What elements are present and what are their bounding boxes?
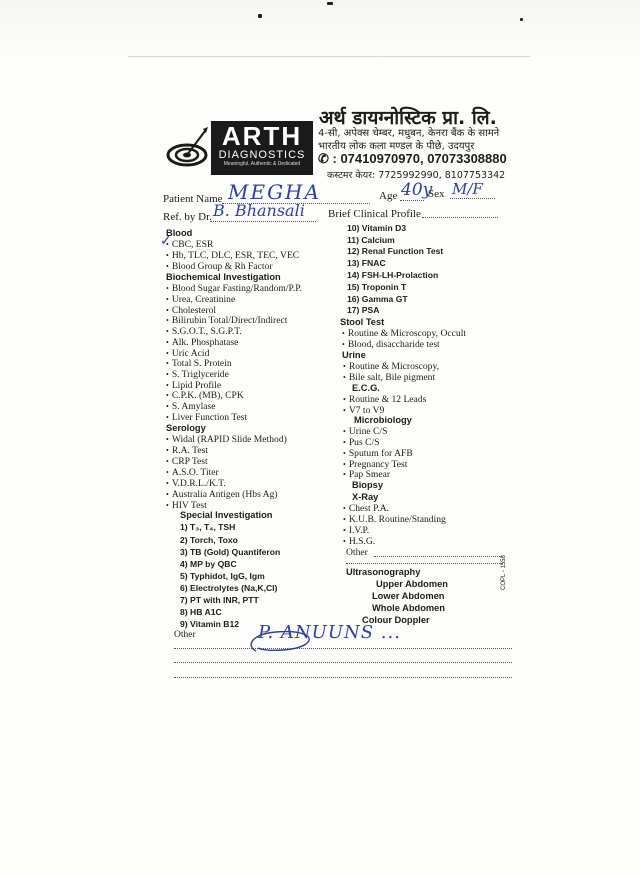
test-item[interactable]: • HIV Test (166, 500, 207, 511)
phone-numbers: ✆ : 07410970970, 07073308880 (318, 151, 507, 166)
test-item[interactable]: • R.A. Test (166, 445, 208, 456)
test-item[interactable]: Whole Abdomen (372, 603, 445, 613)
test-item[interactable]: • Liver Function Test (166, 412, 247, 423)
special-investigation-heading: Special Investigation (180, 510, 273, 520)
test-item[interactable]: • Bilirubin Total/Direct/Indirect (166, 315, 287, 326)
test-item[interactable]: • V7 to V9 (343, 405, 384, 416)
test-item[interactable]: 17) PSA (347, 305, 380, 315)
patient-name-value[interactable]: MEGHA (228, 180, 321, 204)
test-item[interactable]: 4) MP by QBC (180, 559, 237, 569)
test-item[interactable]: • Blood, disaccharide test (342, 339, 440, 350)
ref-label: Ref. by Dr. (163, 211, 212, 223)
test-item[interactable]: • Urea, Creatinine (166, 294, 235, 305)
test-item[interactable]: • S.G.O.T., S.G.P.T. (166, 326, 242, 337)
blood-heading: Blood (166, 228, 193, 238)
target-logo-icon (165, 125, 209, 169)
age-value[interactable]: 40y (401, 180, 433, 200)
test-item[interactable]: 1) T₃, T₄, TSH (180, 522, 236, 532)
other-rule-3 (174, 677, 512, 678)
check-mark-icon: ✓ (160, 234, 172, 249)
age-rule (400, 200, 424, 201)
sex-value[interactable]: M/F (452, 180, 483, 198)
logo-box (211, 121, 313, 175)
test-item[interactable]: • CBC, ESR (166, 239, 213, 250)
test-item[interactable]: 6) Electrolytes (Na,K,Cl) (180, 583, 278, 593)
serology-heading: Serology (166, 423, 206, 433)
test-item[interactable]: • Alk. Phosphatase (166, 337, 238, 348)
test-item[interactable]: • Routine & 12 Leads (343, 394, 426, 405)
test-item[interactable]: • Widal (RAPID Slide Method) (166, 434, 287, 445)
microbiology-heading: Microbiology (354, 415, 412, 425)
other-label-right: Other (346, 547, 368, 558)
ref-rule (210, 221, 316, 222)
test-item[interactable]: • Cholesterol (166, 305, 216, 316)
test-item[interactable]: 11) Calcium (347, 235, 395, 245)
scan-speck (520, 18, 523, 21)
age-label: Age (379, 190, 398, 202)
test-item[interactable]: • Total S. Protein (166, 358, 232, 369)
test-item[interactable]: 2) Torch, Toxo (180, 535, 238, 545)
test-item[interactable]: 13) FNAC (347, 258, 386, 268)
test-item[interactable]: Colour Doppler (362, 615, 430, 625)
other-rule-right (374, 556, 502, 557)
xray-heading: X-Ray (352, 492, 379, 502)
biochemical-heading: Biochemical Investigation (166, 272, 281, 282)
handwriting-loop (246, 626, 326, 656)
test-item[interactable]: 5) Typhidot, IgG, Igm (180, 571, 265, 581)
other-rule-2 (174, 662, 512, 663)
logo-word: ARTH (221, 121, 303, 151)
test-item[interactable]: • I.V.P. (343, 525, 369, 536)
test-item[interactable]: • Uric Acid (166, 348, 209, 359)
test-item[interactable]: 3) TB (Gold) Quantiferon (180, 547, 281, 557)
test-item[interactable]: Upper Abdomen (376, 579, 448, 589)
test-item[interactable]: • Australia Antigen (Hbs Ag) (166, 489, 278, 500)
test-item[interactable]: 9) Vitamin B12 (180, 619, 240, 629)
test-item[interactable]: • A.S.O. Titer (166, 467, 219, 478)
customer-care: कस्टमर केयर: 7725992990, 8107753342 (327, 170, 506, 181)
ref-value[interactable]: B. Bhansali (213, 201, 305, 220)
test-item[interactable]: 10) Vitamin D3 (347, 223, 407, 233)
scan-speck (327, 2, 333, 5)
address-line-2: भारतीय लोक कला मण्डल के पीछे, उदयपुर (318, 141, 475, 152)
logo-tagline: Meaningful, Authentic & Dedicated (223, 161, 301, 167)
test-item[interactable]: • Blood Group & Rh Factor (166, 261, 273, 272)
paper-edge (128, 56, 530, 57)
test-item[interactable]: • Pap Smear (343, 469, 390, 480)
test-item[interactable]: 8) HB A1C (180, 607, 222, 617)
form-code: COPL - 1558 (501, 555, 507, 590)
patient-name-label: Patient Name (163, 193, 223, 205)
test-item[interactable]: Lower Abdomen (372, 591, 445, 601)
other-rule-right-2 (346, 563, 502, 564)
test-item[interactable]: 16) Gamma GT (347, 294, 408, 304)
test-item[interactable]: 7) PT with INR, PTT (180, 595, 259, 605)
test-item[interactable]: • Urine C/S (343, 426, 387, 437)
sex-rule (450, 198, 495, 199)
company-name-hindi: अर्थ डायग्नोस्टिक प्रा. लि. (319, 107, 497, 129)
test-item[interactable]: • S. Triglyceride (166, 369, 229, 380)
ecg-heading: E.C.G. (352, 383, 380, 393)
address-line-1: 4-सी, अपेक्स चेम्बर, मधुबन, केनरा बैंक के सामने (318, 128, 500, 139)
other-rule-1 (174, 648, 512, 649)
scan-speck (258, 14, 262, 18)
test-item[interactable]: • Pus C/S (343, 437, 379, 448)
test-item[interactable]: • Sputum for AFB (343, 448, 413, 459)
test-item[interactable]: • Chest P.A. (343, 503, 389, 514)
ultrasonography-heading: Ultrasonography (346, 567, 421, 577)
sex-label: Sex (428, 188, 445, 200)
test-item[interactable]: • Routine & Microscopy, (343, 361, 439, 372)
test-item[interactable]: • K.U.B. Routine/Standing (343, 514, 446, 525)
other-label-bottom: Other (174, 630, 196, 640)
test-item[interactable]: • C.P.K. (MB), CPK (166, 390, 244, 401)
stool-heading: Stool Test (340, 317, 385, 327)
other-handwritten-value[interactable]: P. ANUUNS ... (258, 622, 401, 643)
urine-heading: Urine (342, 350, 366, 360)
test-item[interactable]: • Routine & Microscopy, Occult (342, 328, 466, 339)
test-item[interactable]: • Blood Sugar Fasting/Random/P.P. (166, 283, 302, 294)
biopsy-heading: Biopsy (352, 480, 383, 490)
test-item[interactable]: • S. Amylase (166, 401, 216, 412)
test-item[interactable]: 15) Troponin T (347, 282, 407, 292)
test-item[interactable]: • Hb, TLC, DLC, ESR, TEC, VEC (166, 250, 299, 261)
test-item[interactable]: • CRP Test (166, 456, 208, 467)
test-item[interactable]: 14) FSH-LH-Prolaction (347, 270, 439, 280)
test-item[interactable]: • Pregnancy Test (343, 459, 407, 470)
clinical-profile-rule (422, 217, 498, 218)
test-item[interactable]: 12) Renal Function Test (347, 246, 444, 256)
test-item[interactable]: • H.S.G. (343, 536, 375, 547)
test-item[interactable]: • Lipid Profile (166, 380, 221, 391)
test-item[interactable]: • V.D.R.L./K.T. (166, 478, 226, 489)
test-item[interactable]: • Bile salt, Bile pigment (343, 372, 435, 383)
clinical-profile-label: Brief Clinical Profile (328, 208, 421, 220)
arth-logo (165, 117, 315, 179)
logo-subtitle: DIAGNOSTICS (218, 149, 306, 161)
